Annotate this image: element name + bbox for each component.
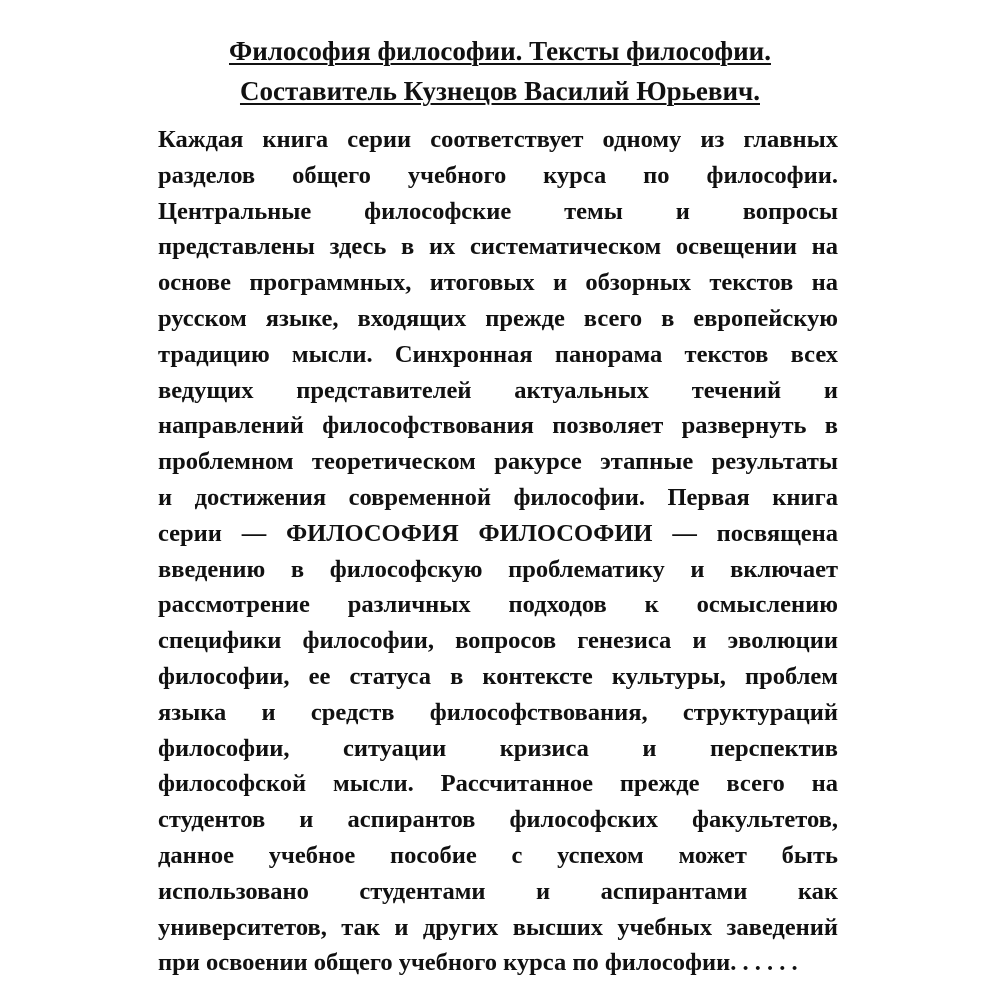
paragraph-line: философии, ситуации кризиса и перспектив — [158, 734, 838, 762]
paragraph-line: студентов и аспирантов философских факультетов, — [158, 806, 838, 834]
paragraph-line: использовано студентами и аспирантами как — [158, 877, 838, 905]
description-paragraph — [158, 122, 838, 981]
paragraph-line: введению в философскую проблематику и включает — [158, 555, 838, 583]
paragraph-line: данное учебное пособие с успехом может быть — [158, 841, 838, 869]
paragraph-line: разделов общего учебного курса по философии. — [158, 161, 838, 189]
paragraph-line: представлены здесь в их систематическом освещении на — [158, 233, 838, 261]
paragraph-line: и достижения современной философии. Первая книга — [158, 483, 838, 511]
paragraph-line: философской мысли. Рассчитанное прежде всего на — [158, 770, 838, 798]
document-title-line-1: Философия философии. Тексты философии. — [229, 36, 771, 66]
document-title-line-2: Составитель Кузнецов Василий Юрьевич. — [239, 76, 760, 106]
paragraph-line: направлений философствования позволяет развернуть в — [158, 412, 838, 440]
paragraph-line: Центральные философские темы и вопросы — [158, 197, 838, 225]
paragraph-line: серии — ФИЛОСОФИЯ ФИЛОСОФИИ — посвящена — [158, 519, 838, 547]
paragraph-line: специфики философии, вопросов генезиса и эволюции — [158, 627, 838, 655]
paragraph-line: проблемном теоретическом ракурсе этапные результаты — [158, 448, 838, 476]
paragraph-line: русском языке, входящих прежде всего в европейскую — [158, 304, 838, 332]
paragraph-line: рассмотрение различных подходов к осмыслению — [158, 591, 838, 619]
paragraph-line: ведущих представителей актуальных течений и — [158, 376, 838, 404]
paragraph-line: философии, ее статуса в контексте культуры, проблем — [158, 662, 838, 690]
paragraph-line: университетов, так и других высших учебных заведений — [158, 913, 838, 941]
paragraph-line: языка и средств философствования, структураций — [158, 698, 838, 726]
paragraph-line: Каждая книга серии соответствует одному из главных — [158, 126, 838, 153]
paragraph-line-last: при освоении общего учебного курса по философии. . . . . . — [158, 949, 798, 977]
paragraph-line: основе программных, итоговых и обзорных текстов на — [158, 269, 838, 297]
paragraph-line: традицию мысли. Синхронная панорама текстов всех — [158, 340, 838, 368]
